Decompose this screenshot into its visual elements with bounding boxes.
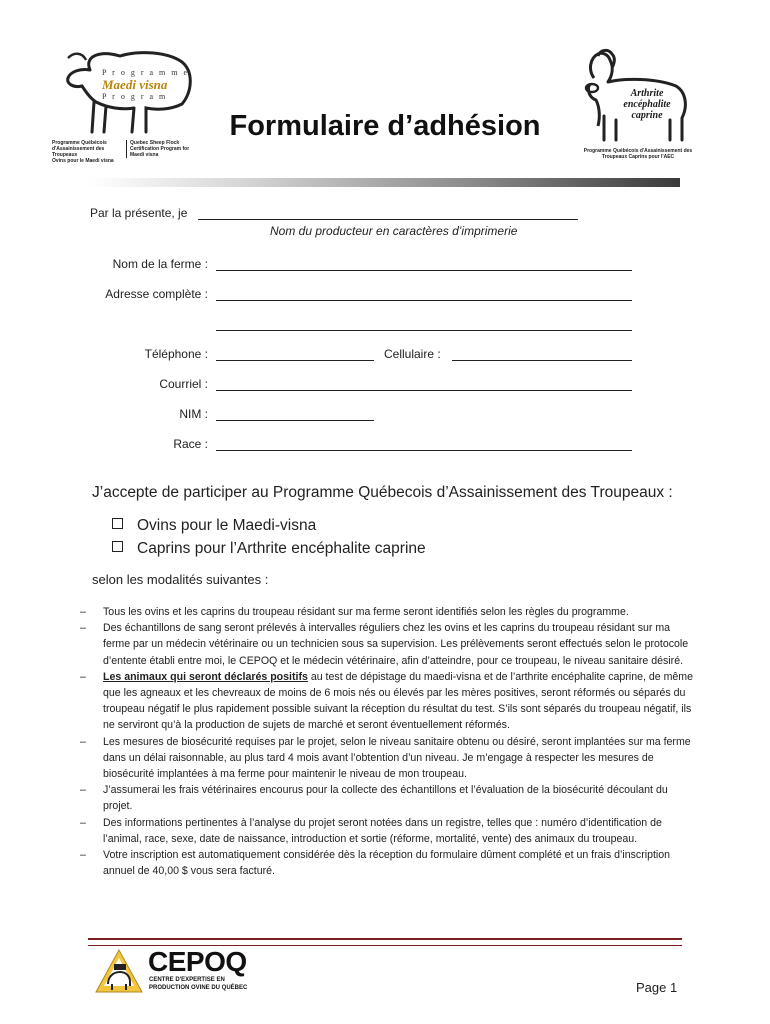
farm-name-label: Nom de la ferme : — [112, 257, 208, 271]
list-item: – Tous les ovins et les caprins du troupeau résidant sur ma ferme seront identifiés selon les règles du programme. — [80, 604, 698, 620]
cepoq-subtitle: CENTRE D'EXPERTISE EN PRODUCTION OVINE DU QUÉBEC — [149, 977, 248, 991]
left-logo-caption-fr: Programme Québécois d'Assainissement des Troupeaux Ovins pour le Maedi visna — [52, 140, 114, 164]
breed-label: Race : — [173, 437, 208, 451]
acceptance-text: J’accepte de participer au Programme Québecois d’Assainissement des Troupeaux : — [92, 484, 673, 501]
address-label: Adresse complète : — [105, 287, 208, 301]
phone-label: Téléphone : — [144, 347, 208, 361]
producer-name-hint: Nom du producteur en caractères d’imprimerie — [270, 224, 518, 238]
cepoq-emblem-icon — [92, 948, 146, 994]
farm-name-field[interactable] — [216, 270, 632, 271]
positive-animals-lead: Les animaux qui seront déclarés positifs — [103, 670, 308, 683]
conditions-list — [80, 604, 698, 879]
address-field-line-2[interactable] — [216, 330, 632, 331]
footer-divider — [88, 938, 682, 946]
nim-field[interactable] — [216, 420, 374, 421]
dash-bullet: – — [80, 606, 86, 618]
cell-field[interactable] — [452, 360, 632, 361]
dash-bullet: – — [80, 784, 86, 797]
program-name-text: Maedi visna — [102, 77, 168, 92]
phone-field[interactable] — [216, 360, 374, 361]
address-field-line-1[interactable] — [216, 300, 632, 301]
goat-checkbox[interactable] — [112, 541, 123, 552]
list-item: – Les animaux qui seront déclarés positifs au test de dépistage du maedi-visna et de l’arthrite encéphalite caprine, de même que les agneaux et les chevreaux de moins de 6 mois nés ou élevés par les mères positives, seront réformés ou séparés du troupeau négatif le plus rapidement possible suivant la réception du résultat du test. S’ils sont séparés du troupeau négatif, ils ne serviront qu’à la production de sujets de marché et seront éventuellement réformés. — [80, 670, 694, 732]
dash-bullet: – — [80, 816, 86, 829]
modalities-intro: selon les modalités suivantes : — [92, 572, 269, 587]
cepoq-logo — [92, 946, 292, 996]
dash-bullet: – — [80, 622, 86, 635]
list-item: – Des échantillons de sang seront prélevés à intervalles réguliers chez les ovins et les caprins du troupeau résidant sur ma ferme par un médecin vétérinaire ou un technicien sous sa supervision. Les prélèvements seront effectués selon le protocole d’entente établi entre moi, le CEPOQ et le médecin vétérinaire, afin d’atteindre, pour ce troupeau, le niveau sanitaire désiré. — [80, 622, 689, 667]
page-title: Formulaire d’adhésion — [229, 110, 541, 142]
producer-name-field[interactable] — [198, 219, 578, 220]
list-item: – Des informations pertinentes à l’analyse du projet seront notées dans un registre, telles que : numéro d’identification de l’animal, race, sexe, date de naissance, introduction et sortie (réforme, mortalité, vente) des animaux du troupeau. — [80, 816, 662, 845]
option-sheep[interactable] — [112, 517, 316, 535]
cell-label: Cellulaire : — [384, 347, 441, 361]
intro-label: Par la présente, je — [90, 206, 188, 220]
maedi-visna-logo — [52, 48, 202, 166]
cepoq-wordmark: CEPOQ — [148, 946, 247, 977]
list-item: – Votre inscription est automatiquement considérée dès la réception du formulaire dûment complété et un frais d’inscription annuel de 40,00 $ vous sera facturé. — [80, 849, 671, 878]
email-label: Courriel : — [159, 377, 208, 391]
email-field[interactable] — [216, 390, 632, 391]
aec-logo — [578, 48, 698, 166]
left-logo-caption-en: Quebec Sheep Flock Certification Program for Maedi visna — [126, 140, 200, 158]
aec-logo-name: Arthrite encéphalite caprine — [623, 88, 671, 121]
dash-bullet: – — [80, 849, 86, 862]
breed-field[interactable] — [216, 450, 632, 451]
option-sheep-label: Ovins pour le Maedi-visna — [137, 517, 317, 534]
program-bottom-text: P r o g r a m — [102, 92, 168, 101]
dash-bullet: – — [80, 670, 86, 683]
list-item: – Les mesures de biosécurité requises par le projet, selon le niveau sanitaire obtenu ou désiré, seront implantées sur ma ferme dans un délai raisonnable, au plus tard 4 mois avant l’obtention d’un niveau. Je m’engage à respecter les mesures de biosécurité implantées à ma ferme pour maintenir le niveau de mon troupeau. — [80, 735, 691, 781]
sheep-checkbox[interactable] — [112, 518, 123, 529]
option-goat-label: Caprins pour l’Arthrite encéphalite caprine — [137, 540, 426, 557]
right-logo-caption: Programme Québécois d'Assainissement des Troupeaux Caprins pour l'AEC — [583, 148, 693, 160]
header-divider — [88, 178, 680, 187]
nim-label: NIM : — [179, 407, 208, 421]
list-item: – J’assumerai les frais vétérinaires encourus pour la collecte des échantillons et l’évaluation de la biosécurité découlant du projet. — [80, 784, 668, 813]
program-top-text: P r o g r a m m e — [102, 68, 190, 77]
option-goat[interactable] — [112, 540, 426, 558]
page-number: Page 1 — [636, 980, 678, 995]
dash-bullet: – — [80, 735, 86, 748]
